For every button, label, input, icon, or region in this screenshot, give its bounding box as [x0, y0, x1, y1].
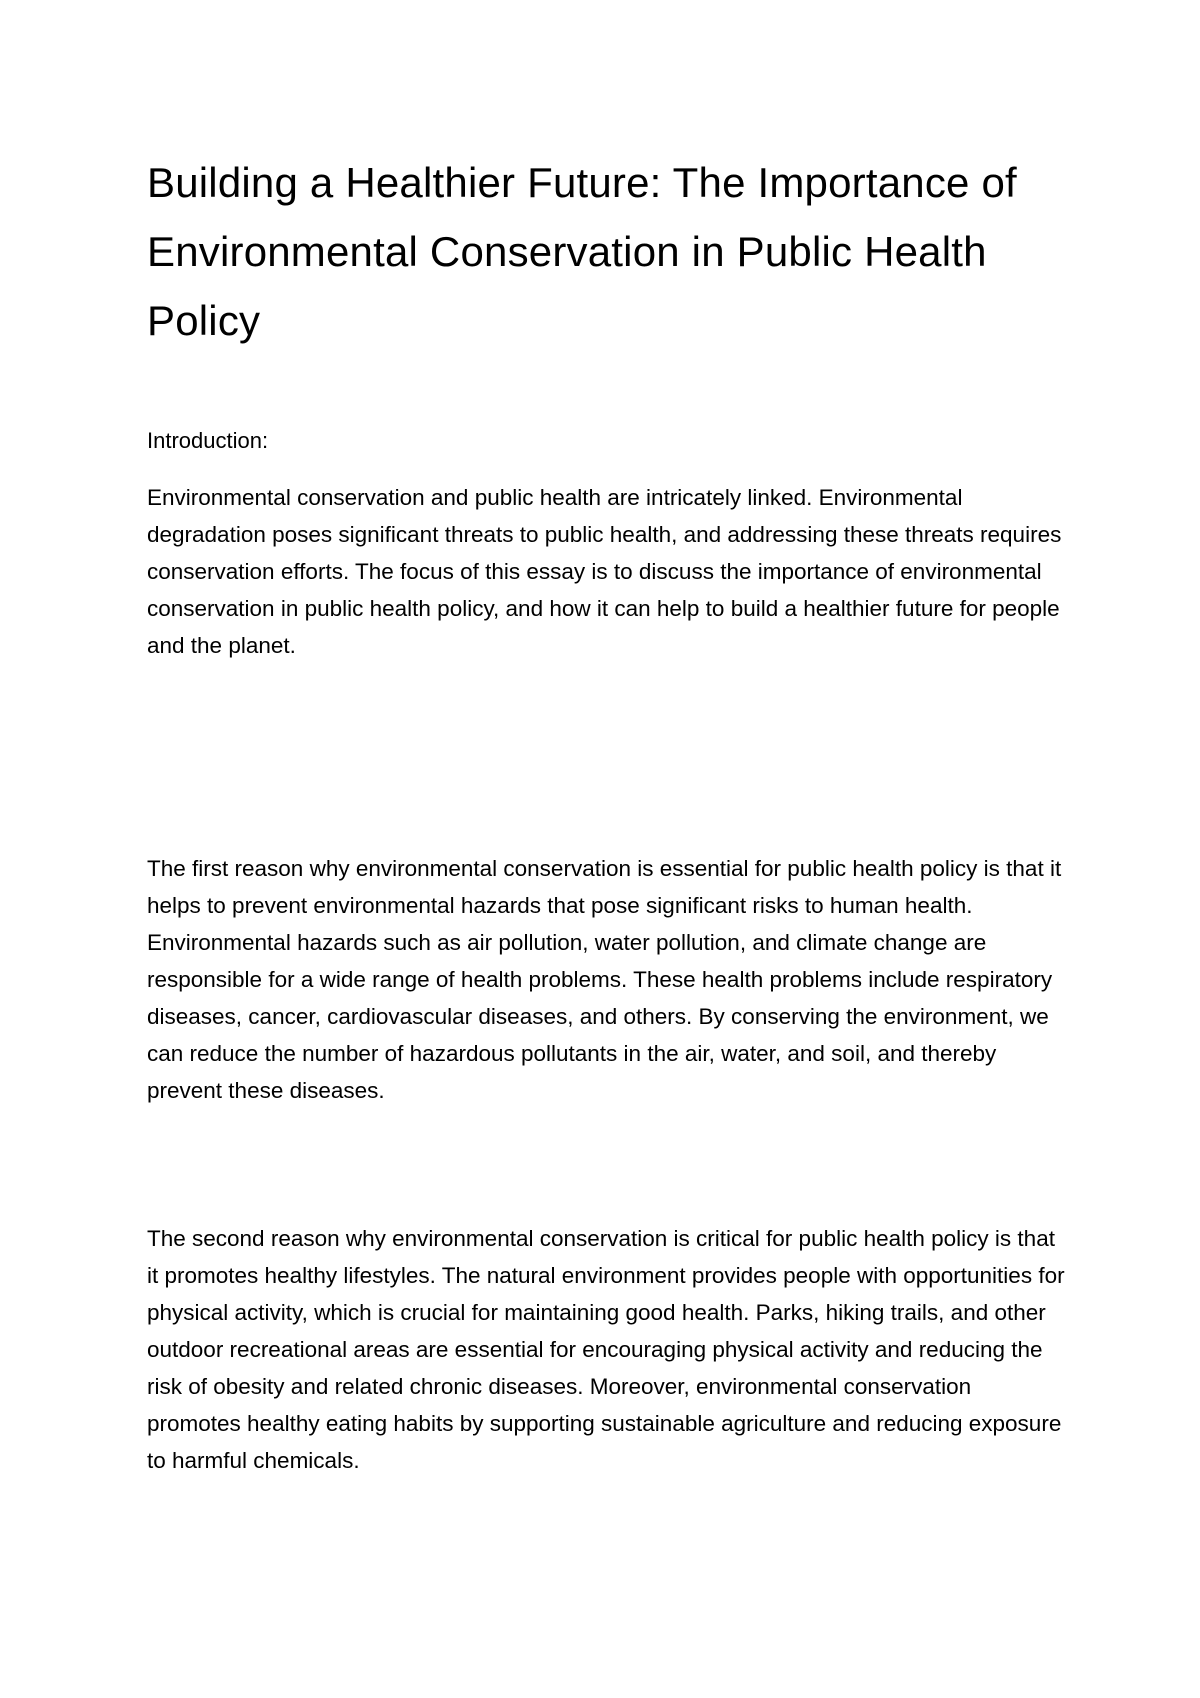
- document-title: Building a Healthier Future: The Importance of Environmental Conservation in Public Health Policy: [147, 159, 1017, 344]
- paragraph-second-reason: The second reason why environmental conservation is critical for public health policy is that it promotes healthy lifestyles. The natural environment provides people with opportunities for physical activity, which is crucial for maintaining good health. Parks, hiking trails, and other outdoor recreational areas are essential for encouraging physical activity and reducing the risk of obesity and related chronic diseases. Moreover, environmental conservation promotes healthy eating habits by supporting sustainable agriculture and reducing exposure to harmful chemicals.: [147, 1226, 1065, 1473]
- document-content: [147, 148, 1067, 1473]
- intro-heading: Introduction:: [147, 428, 269, 453]
- paragraph-first-reason: The first reason why environmental conservation is essential for public health policy is that it helps to prevent environmental hazards that pose significant risks to human health. Environmental hazards such as air pollution, water pollution, and climate change are responsible for a wide range of health problems. These health problems include respiratory diseases, cancer, cardiovascular diseases, and others. By conserving the environment, we can reduce the number of hazardous pollutants in the air, water, and soil, and thereby prevent these diseases.: [147, 856, 1062, 1103]
- paragraph-introduction: Environmental conservation and public health are intricately linked. Environmental degradation poses significant threats to public health, and addressing these threats requires conservation efforts. The focus of this essay is to discuss the importance of environmental conservation in public health policy, and how it can help to build a healthier future for people and the planet.: [147, 485, 1062, 658]
